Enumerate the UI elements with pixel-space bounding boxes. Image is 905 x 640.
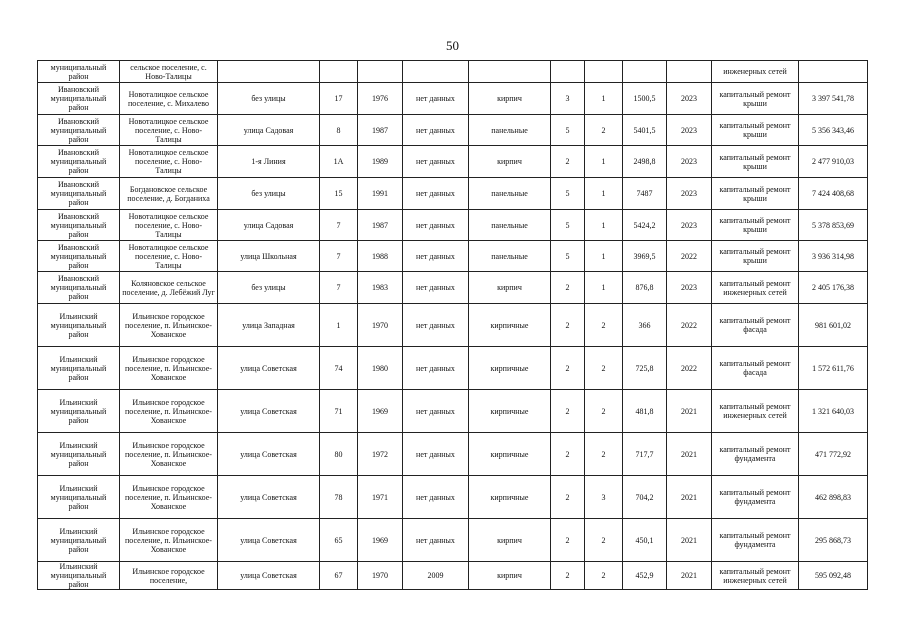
cell-floors: 2 [551, 272, 585, 304]
cell-street: улица Садовая [218, 210, 320, 241]
cell-area: 366 [623, 304, 667, 347]
cell-floors: 5 [551, 241, 585, 272]
cell-entrances: 2 [585, 347, 623, 390]
cell-year-built: 1988 [358, 241, 403, 272]
cell-floors: 5 [551, 210, 585, 241]
cell-plan-year [667, 61, 712, 83]
table-row [38, 83, 868, 115]
cell-cost: 3 397 541,78 [799, 83, 868, 115]
cell-settlement: Ильинское городское поселение, п. Ильинское-Хованское [120, 304, 218, 347]
cell-year-built [358, 61, 403, 83]
table-row [38, 178, 868, 210]
cell-cost: 2 477 910,03 [799, 146, 868, 178]
cell-area: 5401,5 [623, 115, 667, 146]
cell-house-number: 7 [320, 210, 358, 241]
cell-street: улица Советская [218, 347, 320, 390]
cell-area: 1500,5 [623, 83, 667, 115]
table-row [38, 272, 868, 304]
cell-wall-material [469, 61, 551, 83]
cell-house-number: 1А [320, 146, 358, 178]
cell-entrances: 2 [585, 562, 623, 590]
cell-entrances: 1 [585, 178, 623, 210]
cell-settlement: Ильинское городское поселение, п. Ильинское-Хованское [120, 433, 218, 476]
cell-area: 5424,2 [623, 210, 667, 241]
cell-house-number: 8 [320, 115, 358, 146]
cell-entrances: 1 [585, 146, 623, 178]
cell-wall-material: кирпич [469, 519, 551, 562]
cell-house-number: 67 [320, 562, 358, 590]
cell-area: 876,8 [623, 272, 667, 304]
cell-settlement: Ильинское городское поселение, п. Ильинское-Хованское [120, 390, 218, 433]
cell-plan-year: 2022 [667, 304, 712, 347]
cell-floors: 2 [551, 519, 585, 562]
cell-floors: 5 [551, 178, 585, 210]
cell-year-built: 1991 [358, 178, 403, 210]
cell-plan-year: 2023 [667, 83, 712, 115]
cell-street: улица Советская [218, 476, 320, 519]
cell-year-built: 1989 [358, 146, 403, 178]
cell-wall-material: кирпичные [469, 304, 551, 347]
cell-plan-year: 2023 [667, 146, 712, 178]
cell-settlement: Новоталицкое сельское поселение, с. Ново-Талицы [120, 210, 218, 241]
cell-plan-year: 2021 [667, 562, 712, 590]
cell-district: Ивановский муниципальный район [38, 115, 120, 146]
cell-year-renovated: нет данных [403, 115, 469, 146]
cell-year-built: 1970 [358, 562, 403, 590]
cell-house-number: 7 [320, 241, 358, 272]
cell-district: Ивановский муниципальный район [38, 272, 120, 304]
cell-year-renovated: нет данных [403, 476, 469, 519]
cell-year-built: 1987 [358, 210, 403, 241]
cell-wall-material: кирпич [469, 272, 551, 304]
cell-cost: 2 405 176,38 [799, 272, 868, 304]
cell-street [218, 61, 320, 83]
cell-cost: 5 356 343,46 [799, 115, 868, 146]
cell-wall-material: кирпичные [469, 390, 551, 433]
cell-plan-year: 2023 [667, 178, 712, 210]
cell-work-type: капитальный ремонт фасада [712, 304, 799, 347]
cell-area: 450,1 [623, 519, 667, 562]
cell-wall-material: кирпичные [469, 347, 551, 390]
cell-settlement: Новоталицкое сельское поселение, с. Михалево [120, 83, 218, 115]
cell-plan-year: 2022 [667, 347, 712, 390]
cell-district: Ильинский муниципальный район [38, 390, 120, 433]
cell-work-type: капитальный ремонт инженерных сетей [712, 272, 799, 304]
cell-work-type: инженерных сетей [712, 61, 799, 83]
cell-district: Ивановский муниципальный район [38, 241, 120, 272]
cell-year-built: 1976 [358, 83, 403, 115]
cell-settlement: Новоталицкое сельское поселение, с. Ново-Талицы [120, 115, 218, 146]
cell-house-number: 78 [320, 476, 358, 519]
cell-year-built: 1972 [358, 433, 403, 476]
cell-wall-material: панельные [469, 178, 551, 210]
cell-year-renovated: нет данных [403, 390, 469, 433]
cell-year-built: 1987 [358, 115, 403, 146]
cell-wall-material: панельные [469, 115, 551, 146]
cell-entrances: 2 [585, 304, 623, 347]
cell-entrances: 2 [585, 433, 623, 476]
cell-area: 3969,5 [623, 241, 667, 272]
cell-cost: 1 572 611,76 [799, 347, 868, 390]
table-row [38, 562, 868, 590]
cell-house-number [320, 61, 358, 83]
cell-settlement: Ильинское городское поселение, п. Ильинское-Хованское [120, 476, 218, 519]
cell-floors: 2 [551, 347, 585, 390]
cell-year-built: 1969 [358, 390, 403, 433]
cell-wall-material: панельные [469, 210, 551, 241]
cell-work-type: капитальный ремонт крыши [712, 178, 799, 210]
cell-settlement: Ильинское городское поселение, [120, 562, 218, 590]
cell-work-type: капитальный ремонт инженерных сетей [712, 562, 799, 590]
table-row [38, 210, 868, 241]
cell-street: 1-я Линия [218, 146, 320, 178]
cell-floors: 5 [551, 115, 585, 146]
cell-year-renovated: 2009 [403, 562, 469, 590]
cell-entrances: 1 [585, 272, 623, 304]
cell-settlement: сельское поселение, с. Ново-Талицы [120, 61, 218, 83]
table-row [38, 241, 868, 272]
cell-street: улица Садовая [218, 115, 320, 146]
cell-area: 452,9 [623, 562, 667, 590]
cell-year-renovated: нет данных [403, 241, 469, 272]
cell-floors [551, 61, 585, 83]
cell-plan-year: 2023 [667, 210, 712, 241]
cell-district: Ивановский муниципальный район [38, 146, 120, 178]
cell-house-number: 15 [320, 178, 358, 210]
cell-year-built: 1980 [358, 347, 403, 390]
cell-area: 704,2 [623, 476, 667, 519]
cell-year-renovated: нет данных [403, 83, 469, 115]
cell-entrances: 2 [585, 390, 623, 433]
cell-district: Ильинский муниципальный район [38, 562, 120, 590]
cell-plan-year: 2021 [667, 476, 712, 519]
table-row [38, 347, 868, 390]
cell-district: Ильинский муниципальный район [38, 304, 120, 347]
cell-year-built: 1970 [358, 304, 403, 347]
cell-year-built: 1983 [358, 272, 403, 304]
cell-entrances: 2 [585, 115, 623, 146]
cell-cost: 7 424 408,68 [799, 178, 868, 210]
cell-cost: 5 378 853,69 [799, 210, 868, 241]
cell-year-built: 1971 [358, 476, 403, 519]
cell-area: 2498,8 [623, 146, 667, 178]
cell-cost: 471 772,92 [799, 433, 868, 476]
cell-settlement: Ильинское городское поселение, п. Ильинское-Хованское [120, 519, 218, 562]
cell-settlement: Ильинское городское поселение, п. Ильинское-Хованское [120, 347, 218, 390]
cell-plan-year: 2023 [667, 115, 712, 146]
cell-wall-material: кирпич [469, 83, 551, 115]
cell-work-type: капитальный ремонт крыши [712, 241, 799, 272]
cell-street: без улицы [218, 178, 320, 210]
cell-cost: 462 898,83 [799, 476, 868, 519]
cell-work-type: капитальный ремонт фундамента [712, 476, 799, 519]
cell-floors: 2 [551, 304, 585, 347]
cell-settlement: Коляновское сельское поселение, д. Лебёжий Луг [120, 272, 218, 304]
cell-year-renovated: нет данных [403, 178, 469, 210]
table-row [38, 433, 868, 476]
cell-street: улица Западная [218, 304, 320, 347]
cell-area: 725,8 [623, 347, 667, 390]
cell-wall-material: кирпич [469, 146, 551, 178]
cell-area [623, 61, 667, 83]
cell-entrances [585, 61, 623, 83]
cell-year-renovated: нет данных [403, 210, 469, 241]
cell-work-type: капитальный ремонт фундамента [712, 433, 799, 476]
cell-work-type: капитальный ремонт фасада [712, 347, 799, 390]
cell-work-type: капитальный ремонт крыши [712, 83, 799, 115]
cell-district: Ивановский муниципальный район [38, 178, 120, 210]
cell-year-renovated: нет данных [403, 146, 469, 178]
table-row [38, 519, 868, 562]
cell-house-number: 74 [320, 347, 358, 390]
cell-area: 717,7 [623, 433, 667, 476]
cell-work-type: капитальный ремонт инженерных сетей [712, 390, 799, 433]
cell-district: Ивановский муниципальный район [38, 83, 120, 115]
cell-year-renovated: нет данных [403, 272, 469, 304]
cell-year-renovated [403, 61, 469, 83]
cell-work-type: капитальный ремонт крыши [712, 115, 799, 146]
cell-house-number: 7 [320, 272, 358, 304]
cell-street: без улицы [218, 83, 320, 115]
cell-street: улица Советская [218, 562, 320, 590]
cell-entrances: 2 [585, 519, 623, 562]
cell-street: улица Школьная [218, 241, 320, 272]
cell-house-number: 71 [320, 390, 358, 433]
table-row [38, 476, 868, 519]
cell-plan-year: 2023 [667, 272, 712, 304]
cell-cost [799, 61, 868, 83]
cell-entrances: 3 [585, 476, 623, 519]
cell-cost: 3 936 314,98 [799, 241, 868, 272]
cell-floors: 2 [551, 562, 585, 590]
housing-repair-table [37, 60, 868, 590]
cell-district: Ильинский муниципальный район [38, 519, 120, 562]
cell-cost: 981 601,02 [799, 304, 868, 347]
cell-settlement: Богдановское сельское поселение, д. Богданиха [120, 178, 218, 210]
table-row [38, 304, 868, 347]
cell-entrances: 1 [585, 210, 623, 241]
page-number: 50 [446, 38, 459, 53]
cell-district: муниципальный район [38, 61, 120, 83]
cell-work-type: капитальный ремонт крыши [712, 146, 799, 178]
cell-area: 481,8 [623, 390, 667, 433]
table-row [38, 390, 868, 433]
cell-year-renovated: нет данных [403, 304, 469, 347]
cell-year-renovated: нет данных [403, 433, 469, 476]
cell-plan-year: 2021 [667, 433, 712, 476]
cell-floors: 2 [551, 146, 585, 178]
cell-street: улица Советская [218, 433, 320, 476]
cell-cost: 595 092,48 [799, 562, 868, 590]
cell-year-built: 1969 [358, 519, 403, 562]
cell-cost: 295 868,73 [799, 519, 868, 562]
cell-district: Ивановский муниципальный район [38, 210, 120, 241]
cell-entrances: 1 [585, 241, 623, 272]
cell-district: Ильинский муниципальный район [38, 347, 120, 390]
cell-area: 7487 [623, 178, 667, 210]
cell-plan-year: 2021 [667, 390, 712, 433]
cell-house-number: 80 [320, 433, 358, 476]
cell-house-number: 65 [320, 519, 358, 562]
cell-wall-material: панельные [469, 241, 551, 272]
cell-work-type: капитальный ремонт фундамента [712, 519, 799, 562]
cell-wall-material: кирпичные [469, 476, 551, 519]
cell-street: улица Советская [218, 390, 320, 433]
table-row [38, 146, 868, 178]
cell-house-number: 17 [320, 83, 358, 115]
cell-wall-material: кирпичные [469, 433, 551, 476]
cell-settlement: Новоталицкое сельское поселение, с. Ново-Талицы [120, 146, 218, 178]
cell-year-renovated: нет данных [403, 347, 469, 390]
cell-district: Ильинский муниципальный район [38, 476, 120, 519]
cell-floors: 3 [551, 83, 585, 115]
cell-floors: 2 [551, 433, 585, 476]
cell-district: Ильинский муниципальный район [38, 433, 120, 476]
cell-street: улица Советская [218, 519, 320, 562]
table-row [38, 61, 868, 83]
cell-year-renovated: нет данных [403, 519, 469, 562]
cell-settlement: Новоталицкое сельское поселение, с. Ново-Талицы [120, 241, 218, 272]
cell-entrances: 1 [585, 83, 623, 115]
cell-cost: 1 321 640,03 [799, 390, 868, 433]
cell-floors: 2 [551, 476, 585, 519]
cell-plan-year: 2022 [667, 241, 712, 272]
cell-wall-material: кирпич [469, 562, 551, 590]
cell-floors: 2 [551, 390, 585, 433]
cell-street: без улицы [218, 272, 320, 304]
cell-work-type: капитальный ремонт крыши [712, 210, 799, 241]
table-row [38, 115, 868, 146]
cell-plan-year: 2021 [667, 519, 712, 562]
cell-house-number: 1 [320, 304, 358, 347]
